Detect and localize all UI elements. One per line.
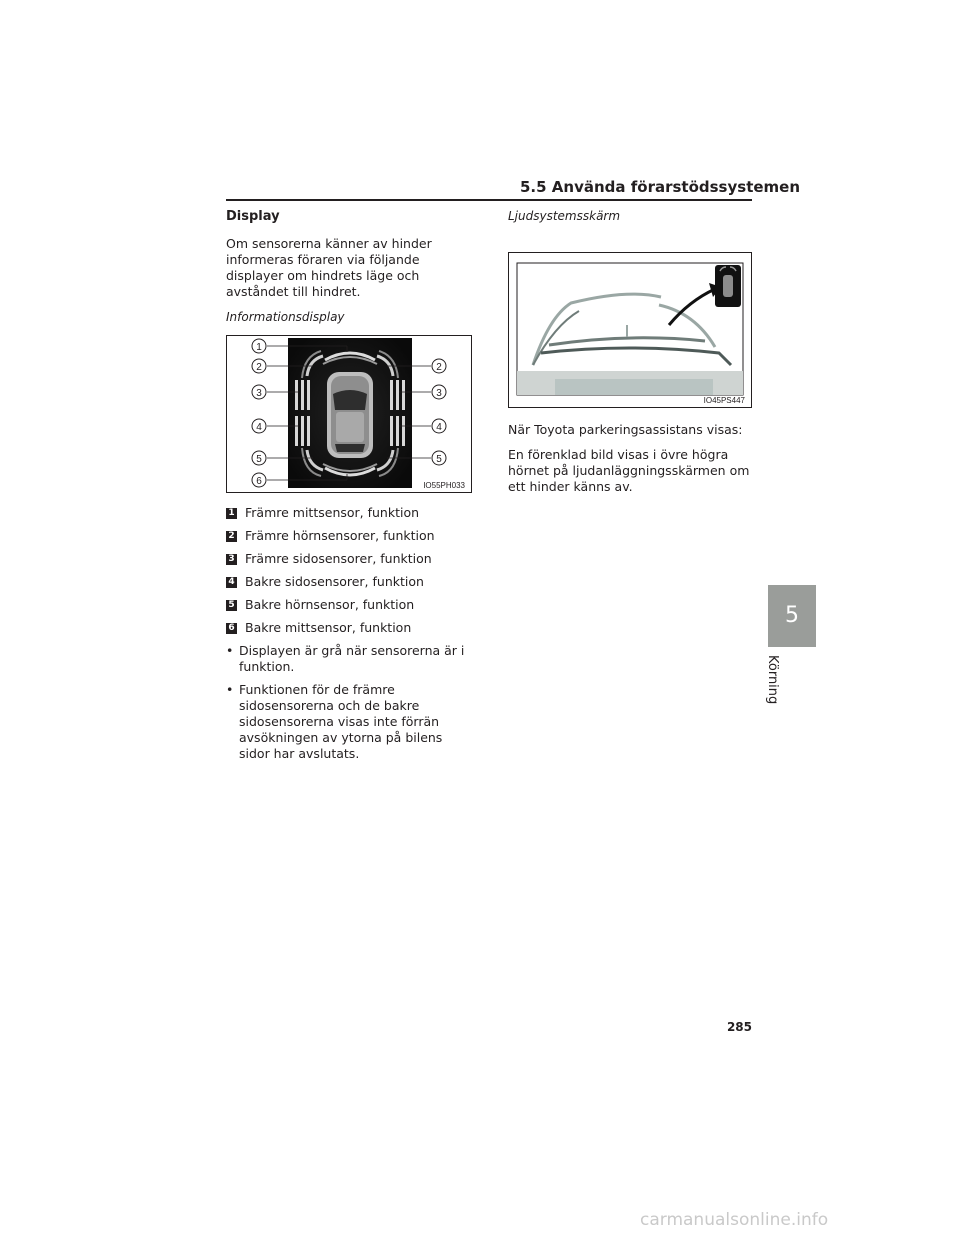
left-column: [226, 208, 472, 769]
callout-4: 4: [256, 422, 262, 433]
legend-number-badge: 4: [226, 577, 237, 588]
callout-1: 1: [256, 342, 262, 353]
legend-item: [226, 528, 472, 544]
legend-number-badge: 3: [226, 554, 237, 565]
audio-screen-figure: [508, 252, 752, 408]
sensor-display-figure: [226, 335, 472, 493]
section-heading: Display: [226, 209, 280, 224]
right-column: [508, 208, 754, 504]
legend-number-badge: 1: [226, 508, 237, 519]
legend-item-label: Bakre mittsensor, funktion: [245, 620, 412, 635]
figure-code: IO45PS447: [703, 396, 745, 405]
section-header-title: 5.5 Använda förarstödssystemen: [520, 178, 801, 196]
legend-item: [226, 574, 472, 590]
note-text: Funktionen för de främre sidosensorerna och de bakre sidosensorerna visas inte förrän avsökningen av ytorna på bilens sidor har avslutats.: [239, 682, 443, 761]
note-text: Displayen är grå när sensorerna är i funktion.: [239, 643, 465, 674]
legend-item-label: Bakre sidosensorer, funktion: [245, 574, 424, 589]
callout-6: 6: [256, 476, 262, 487]
sensor-legend-list: [226, 505, 472, 636]
legend-item-label: Bakre hörnsensor, funktion: [245, 597, 415, 612]
chapter-label: Körning: [765, 655, 780, 705]
callout-4: 4: [436, 422, 442, 433]
paragraph-display-shown: När Toyota parkeringsassistans visas:: [508, 422, 743, 437]
bullet-icon: •: [226, 682, 234, 697]
callout-2: 2: [436, 362, 442, 373]
watermark-text: carmanualsonline.info: [640, 1210, 829, 1230]
sensor-display-illustration: [227, 336, 471, 492]
legend-item-label: Främre hörnsensorer, funktion: [245, 528, 435, 543]
callout-5: 5: [436, 454, 442, 465]
callout-3: 3: [436, 388, 442, 399]
camera-view-illustration: [509, 253, 751, 407]
intro-paragraph: Om sensorerna känner av hinder informeras föraren via följande displayer om hindrets läge och avståndet till hindret.: [226, 236, 432, 299]
note-item: [226, 643, 472, 675]
notes-list: [226, 643, 472, 762]
legend-number-badge: 5: [226, 600, 237, 611]
legend-number-badge: 6: [226, 623, 237, 634]
callout-5: 5: [256, 454, 262, 465]
bullet-icon: •: [226, 643, 234, 658]
note-item: [226, 682, 472, 762]
legend-item: [226, 620, 472, 636]
page-number: 285: [726, 1020, 752, 1034]
callout-2: 2: [256, 362, 262, 373]
legend-item-label: Främre sidosensorer, funktion: [245, 551, 432, 566]
audio-screen-caption: Ljudsystemsskärm: [508, 209, 621, 223]
paragraph-simplified-image: En förenklad bild visas i övre högra hörnet på ljudanläggningsskärmen om ett hinder känns av.: [508, 447, 750, 494]
legend-number-badge: 2: [226, 531, 237, 542]
info-display-caption: Informationsdisplay: [226, 310, 345, 324]
figure-code: IO55PH033: [423, 481, 465, 490]
legend-item: [226, 597, 472, 613]
chapter-tab: 5: [768, 585, 816, 647]
legend-item: [226, 505, 472, 521]
header-rule: [226, 199, 752, 201]
legend-item-label: Främre mittsensor, funktion: [245, 505, 420, 520]
legend-item: [226, 551, 472, 567]
callout-3: 3: [256, 388, 262, 399]
